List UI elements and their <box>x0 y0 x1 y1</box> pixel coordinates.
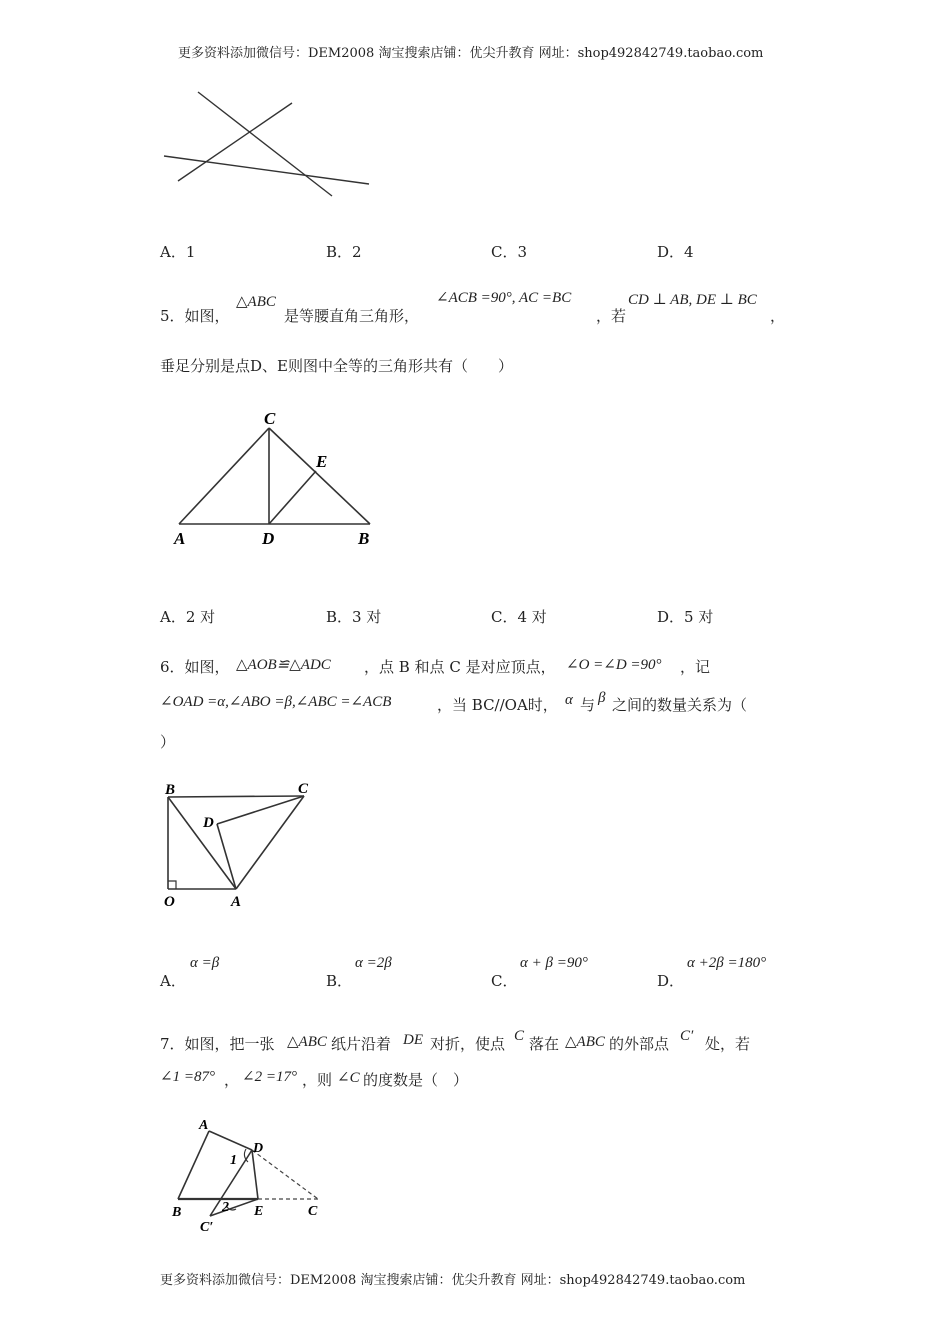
q6-text-3: ，当 BC//OA时， <box>437 696 558 714</box>
q7-label-d: D <box>253 1141 264 1156</box>
q7-label-1: 1 <box>230 1153 237 1168</box>
q5-label-c: C <box>264 409 276 428</box>
q7-math-de: DE <box>403 1032 423 1048</box>
q6-text-1: ，点 B 和点 C 是对应顶点， <box>364 658 556 676</box>
q5-number: 5．如图， <box>160 307 230 325</box>
q7-math-triangle-1: △ABC <box>287 1034 327 1050</box>
q6-math-beta: β <box>598 690 606 706</box>
q5-option-b: B．3 对 <box>326 608 382 626</box>
q6-label-o: O <box>164 894 175 910</box>
q6-text-5: 之间的数量关系为（ <box>612 696 748 714</box>
q7-text-5: 处，若 <box>705 1035 751 1053</box>
q5-label-a: A <box>174 529 186 548</box>
q4-option-b: B．2 <box>326 243 362 261</box>
q7-math-angle-2: ∠2 =17° <box>242 1069 297 1085</box>
q6-option-b-letter: B． <box>326 972 353 990</box>
q5-option-a: A．2 对 <box>160 608 216 626</box>
q5-label-e: E <box>316 452 328 471</box>
q7-text-8: 的度数是（ ） <box>363 1071 469 1089</box>
q6-number: 6．如图， <box>160 658 230 676</box>
q7-math-c-prime: C′ <box>680 1028 694 1044</box>
q7-math-angle-c: ∠C <box>337 1070 360 1086</box>
q7-text-2: 对折，使点 <box>430 1035 506 1053</box>
q6-label-c: C <box>298 781 309 797</box>
q4-option-a: A．1 <box>160 243 196 261</box>
q7-math-c: C <box>514 1028 525 1044</box>
q7-label-b: B <box>172 1205 182 1220</box>
q6-math-right-angles: ∠O =∠D =90° <box>566 657 662 673</box>
q7-math-triangle-2: △ABC <box>565 1034 605 1050</box>
q6-label-a: A <box>231 894 242 910</box>
q6-option-a-expr: α =β <box>190 955 220 971</box>
q6-math-congruent: △AOB≌△ADC <box>236 657 331 673</box>
q5-option-c: C．4 对 <box>491 608 547 626</box>
page-header: 更多资料添加微信号：DEM2008 淘宝搜索店铺：优尖升教育 网址：shop492842749.taobao.com <box>178 46 764 61</box>
q5-text-2: ，若 <box>596 307 627 325</box>
q7-label-a: A <box>199 1118 209 1133</box>
q6-line-3: ） <box>160 733 176 751</box>
q5-label-b: B <box>358 529 370 548</box>
q5-line-2: 垂足分别是点D、E则图中全等的三角形共有（ ） <box>160 357 513 375</box>
q5-option-d: D．5 对 <box>657 608 714 626</box>
q6-option-c-expr: α + β =90° <box>520 955 588 971</box>
q6-text-4: 与 <box>580 696 596 714</box>
q4-option-c: C．3 <box>491 243 528 261</box>
q7-math-angle-1: ∠1 =87° <box>160 1069 215 1085</box>
q5-math-triangle: △ABC <box>236 294 276 310</box>
page-footer: 更多资料添加微信号：DEM2008 淘宝搜索店铺：优尖升教育 网址：shop492842749.taobao.com <box>160 1273 746 1288</box>
q7-label-e: E <box>254 1204 264 1219</box>
q7-label-c: C <box>308 1204 318 1219</box>
q5-math-angle: ∠ACB =90°, AC =BC <box>436 290 572 306</box>
q6-option-a-letter: A． <box>160 972 186 990</box>
q6-label-b: B <box>165 782 176 798</box>
q6-option-b-expr: α =2β <box>355 955 392 971</box>
q6-math-definitions: ∠OAD =α,∠ABO =β,∠ABC =∠ACB <box>160 694 392 710</box>
q5-text-1: 是等腰直角三角形， <box>284 307 420 325</box>
q6-label-d: D <box>203 815 214 831</box>
q6-option-c-letter: C． <box>491 972 518 990</box>
q7-text-6: ， <box>224 1071 240 1089</box>
q7-text-4: 的外部点 <box>609 1035 670 1053</box>
q7-text-3: 落在 <box>529 1035 560 1053</box>
q5-label-d: D <box>262 529 275 548</box>
q7-text-7: ，则 <box>302 1071 333 1089</box>
q5-text-3: ， <box>770 307 786 325</box>
q6-text-2: ，记 <box>680 658 711 676</box>
q7-label-2: 2 <box>222 1200 229 1215</box>
q4-option-d: D．4 <box>657 243 694 261</box>
q6-option-d-expr: α +2β =180° <box>687 955 767 971</box>
q7-text-1: 纸片沿着 <box>331 1035 392 1053</box>
q6-option-d-letter: D． <box>657 972 685 990</box>
q7-label-c-prime: C′ <box>200 1220 214 1235</box>
q7-number: 7．如图，把一张 <box>160 1035 275 1053</box>
q5-math-perp: CD ⊥ AB, DE ⊥ BC <box>628 292 757 308</box>
q6-math-alpha: α <box>565 692 573 708</box>
